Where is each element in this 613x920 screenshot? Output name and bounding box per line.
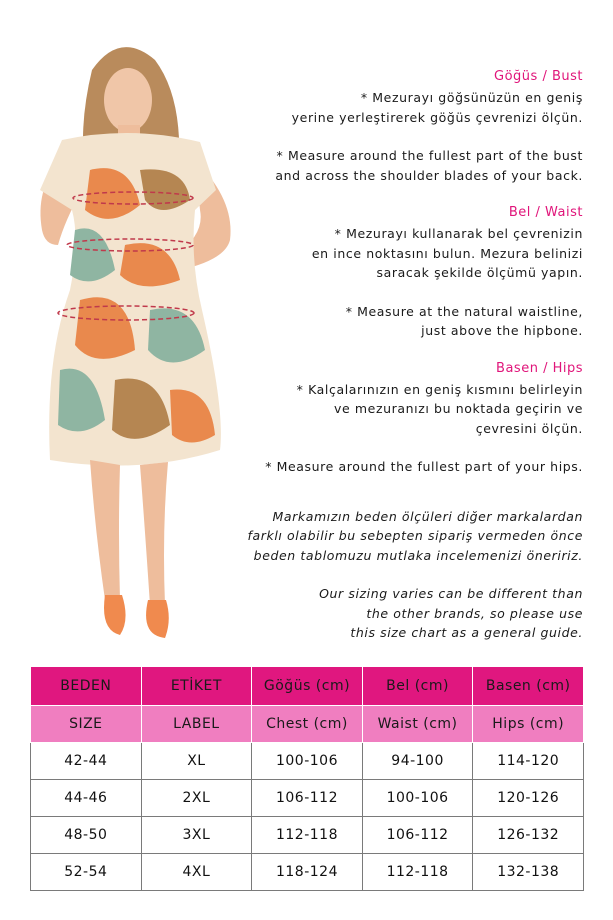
table-cell: 132-138 xyxy=(473,854,584,891)
header-cell: SIZE xyxy=(31,706,142,743)
hips-tr-line: çevresini ölçün. xyxy=(475,420,583,436)
table-cell: 48-50 xyxy=(31,817,142,854)
waist-tr-line: saracak şekilde ölçümü yapın. xyxy=(376,265,583,280)
hips-tr-line: ve mezuranızı bu noktada geçirin ve xyxy=(334,401,583,416)
header-cell: Göğüs (cm) xyxy=(252,667,363,706)
header-cell: Hips (cm) xyxy=(473,706,584,743)
sizing-note-tr: beden tablomuzu mutlaka incelemenizi öneririz. xyxy=(253,547,583,563)
hips-en-line: * Measure around the fullest part of your hips. xyxy=(265,459,583,474)
waist-en-line: just above the hipbone. xyxy=(421,323,583,338)
table-cell: 120-126 xyxy=(473,780,584,817)
header-cell: LABEL xyxy=(141,706,252,743)
table-cell: 3XL xyxy=(141,817,252,854)
waist-tr-line: en ince noktasını bulun. Mezura belinizi xyxy=(311,245,583,261)
sizing-note-en: the other brands, so please use xyxy=(366,605,583,621)
table-cell: 100-106 xyxy=(252,743,363,780)
table-cell: 94-100 xyxy=(362,743,473,780)
table-cell: 114-120 xyxy=(473,743,584,780)
header-cell: Bel (cm) xyxy=(362,667,473,706)
waist-title: Bel / Waist xyxy=(508,205,583,220)
header-cell: Waist (cm) xyxy=(362,706,473,743)
hips-tr-line: * Kalçalarınızın en geniş kısmını belirleyin xyxy=(296,381,583,397)
table-cell: XL xyxy=(141,743,252,780)
table-cell: 106-112 xyxy=(252,780,363,817)
table-row xyxy=(31,854,584,891)
table-cell: 42-44 xyxy=(31,743,142,780)
sizing-note-en: Our sizing varies can be different than xyxy=(319,586,583,601)
bust-en-line: * Measure around the fullest part of the bust xyxy=(276,148,583,163)
header-cell: Chest (cm) xyxy=(252,706,363,743)
sizing-note-tr: farklı olabilir bu sebepten sipariş vermeden önce xyxy=(247,528,583,543)
table-cell: 52-54 xyxy=(31,854,142,891)
table-cell: 4XL xyxy=(141,854,252,891)
table-cell: 112-118 xyxy=(252,817,363,854)
table-row xyxy=(31,743,584,780)
bust-tr-line: yerine yerleştirerek göğüs çevrenizi ölçün. xyxy=(291,109,583,125)
bust-title: Göğüs / Bust xyxy=(494,69,583,84)
header-cell: ETİKET xyxy=(141,667,252,706)
waist-tr-line: * Mezurayı kullanarak bel çevrenizin xyxy=(334,226,583,241)
hips-title: Basen / Hips xyxy=(496,360,583,376)
table-header-tr xyxy=(31,667,584,706)
table-row xyxy=(31,780,584,817)
table-cell: 100-106 xyxy=(362,780,473,817)
waist-en-line: * Measure at the natural waistline, xyxy=(345,303,583,319)
table-header-en xyxy=(31,706,584,743)
table-cell: 44-46 xyxy=(31,780,142,817)
sizing-note-en: this size chart as a general guide. xyxy=(350,625,583,640)
size-chart-table xyxy=(30,666,584,891)
table-cell: 106-112 xyxy=(362,817,473,854)
header-cell: BEDEN xyxy=(31,667,142,706)
table-cell: 112-118 xyxy=(362,854,473,891)
header-cell: Basen (cm) xyxy=(473,667,584,706)
measurement-guide xyxy=(213,68,583,643)
bust-en-line: and across the shoulder blades of your back. xyxy=(275,167,583,183)
table-cell: 126-132 xyxy=(473,817,584,854)
table-row xyxy=(31,817,584,854)
table-cell: 2XL xyxy=(141,780,252,817)
bust-tr-line: * Mezurayı göğsünüzün en geniş xyxy=(360,90,583,105)
sizing-note-tr: Markamızın beden ölçüleri diğer markalardan xyxy=(272,508,583,524)
table-cell: 118-124 xyxy=(252,854,363,891)
